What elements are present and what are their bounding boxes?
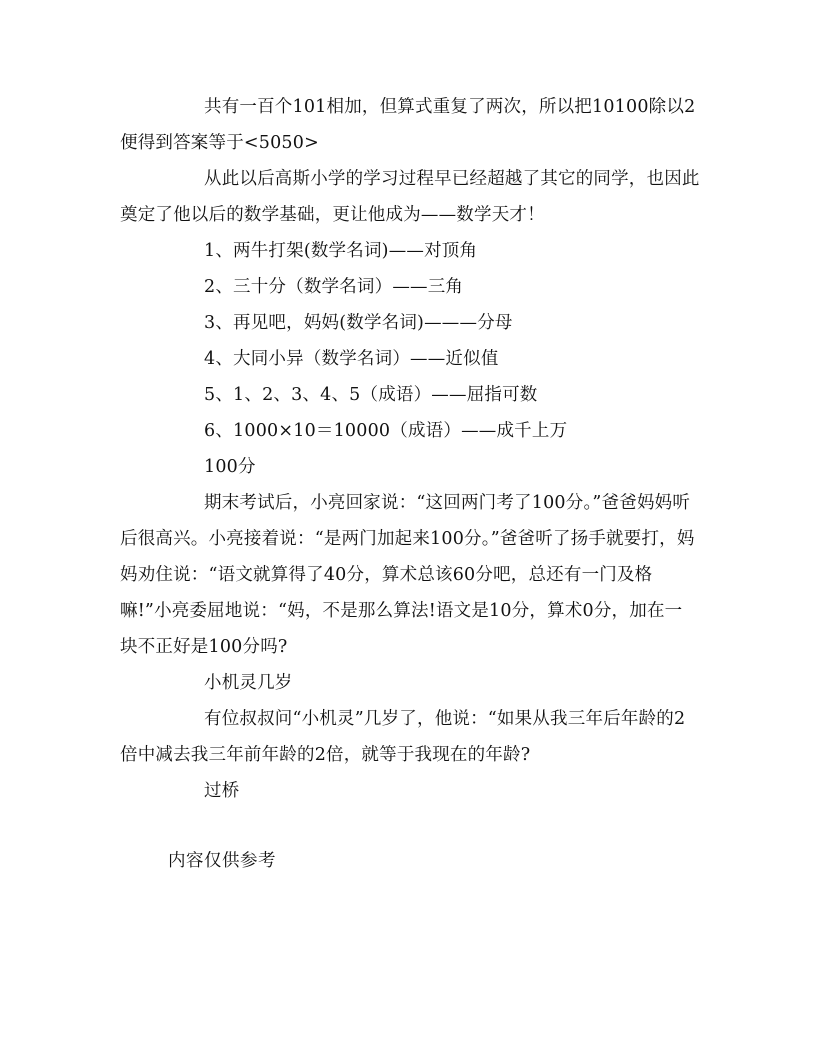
riddle-item: 3、再见吧，妈妈(数学名词)———分母 — [204, 313, 513, 333]
riddle-item: 6、1000×10＝10000（成语）——成千上万 — [204, 421, 568, 441]
story-title-100-points: 100分 — [204, 457, 256, 477]
riddle-item: 2、三十分（数学名词）——三角 — [204, 277, 464, 297]
footer-note: 内容仅供参考 — [168, 851, 276, 871]
riddle-item: 4、大同小异（数学名词）——近似值 — [204, 349, 499, 369]
story-body-100-points: 期末考试后，小亮回家说：“这回两门考了100分。”爸爸妈妈听后很高兴。小亮接着说：“是两门加起来100分。”爸爸听了扬手就要打，妈妈劝住说：“语文就算得了40分，算术总该60分吧，总还有一门及格嘛!”小亮委屈地说：“妈，不是那么算法!语文是10分，算术0分，加在一块不正好是100分吗? — [120, 493, 695, 657]
paragraph-gauss-conclusion: 从此以后高斯小学的学习过程早已经超越了其它的同学，也因此奠定了他以后的数学基础，更让他成为——数学天才！ — [120, 169, 700, 225]
story-title-clever-age: 小机灵几岁 — [204, 673, 293, 693]
riddle-item: 5、1、2、3、4、5（成语）——屈指可数 — [204, 385, 538, 405]
paragraph-gauss-answer: 共有一百个101相加，但算式重复了两次，所以把10100除以2便得到答案等于<5050> — [120, 97, 696, 153]
riddle-item: 1、两牛打架(数学名词)——对顶角 — [204, 241, 478, 261]
story-title-bridge: 过桥 — [204, 781, 240, 801]
story-body-clever-age: 有位叔叔问“小机灵”几岁了，他说：“如果从我三年后年龄的2倍中减去我三年前年龄的2倍，就等于我现在的年龄? — [120, 709, 686, 765]
document-body — [120, 89, 700, 809]
